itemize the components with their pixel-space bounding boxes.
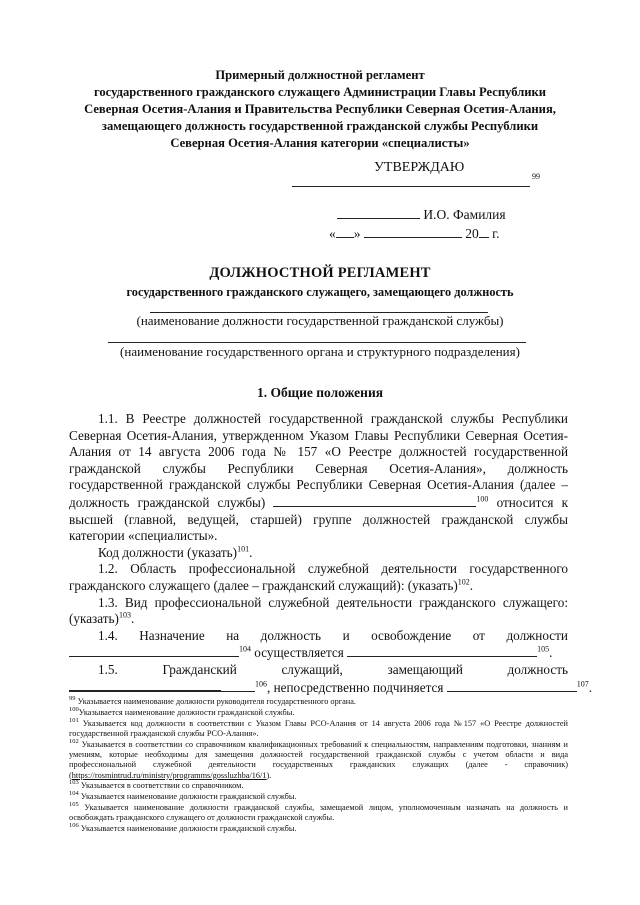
year-prefix: 20: [465, 226, 479, 241]
year-blank: [479, 226, 489, 238]
header-line: Северная Осетия-Алания категории «специалисты»: [170, 136, 470, 150]
authority-blank: [347, 644, 537, 657]
footnote-ref: 102: [457, 577, 470, 587]
footnote-text: Указывается наименование должности гражданской службы.: [78, 707, 295, 717]
footnote-ref: 104: [239, 644, 251, 654]
footnote-number: 102: [69, 737, 79, 745]
month-blank: [364, 226, 462, 238]
footnote: [69, 737, 568, 781]
approval-label: УТВЕРЖДАЮ: [374, 160, 465, 175]
organ-name-line: [108, 342, 526, 343]
footnote-text: Указывается наименование должности гражданской службы.: [80, 824, 297, 834]
footnote: [69, 781, 568, 791]
paragraph-text: 1.1. В Реестре должностей государственной гражданской службы Республики Северная Осетия-Алания, утвержденном Указом Главы Республики Северная Осетия-Алания от 14 августа 2006 года № 157 «О Реестре должностей государственной гражданской службы Республики Северная Осетия-Алания», должность государственной гражданской службы Республики Северная Осетия-Алания (далее – должность гражданской службы): [69, 411, 568, 510]
footnote-ref: 101: [237, 544, 250, 554]
year-suffix: г.: [492, 226, 500, 241]
section-body: [69, 411, 593, 696]
word: освобождение: [371, 627, 452, 643]
position-caption: (наименование должности государственной гражданской службы): [136, 313, 504, 328]
paragraph-1-2: 1.2. Область профессиональной служебной деятельности государственного гражданского служащего (далее – гражданский служащий): (указать)$^{102}$.: [69, 561, 568, 593]
footnote-ref: 107: [576, 679, 589, 689]
approval-footnote-ref: 99: [532, 172, 540, 181]
paragraph-text: 1.3. Вид профессиональной служебной деятельности гражданского служащего: (указать): [69, 594, 568, 627]
word: должности: [506, 627, 568, 643]
word: от: [472, 627, 485, 643]
footnote: [69, 824, 568, 834]
footnote-text: Указывается наименование должности гражданской службы, замещаемой лицом, уполномоченным назначать на должность и освобождать гражданского служащего от должности гражданской службы.: [69, 802, 568, 823]
word: должность: [507, 661, 568, 677]
word: Гражданский: [162, 661, 237, 677]
approver-title-line: [292, 186, 530, 187]
signature-blank: [337, 207, 420, 219]
footnote-ref: 106: [255, 679, 267, 689]
header-line: государственного гражданского служащего Администрации Главы Республики: [93, 85, 547, 99]
paragraph-text: , непосредственно подчиняется: [267, 679, 444, 695]
approver-name-row: [337, 207, 506, 223]
footnote-text: Указывается в соответствии со справочником квалификационных требований к специальностям, направлениям подготовки, знаниям и умениям, которые необходимы для замещения должностей государственной гражданской службы с учетом области и вида профессиональной служебной деятельности государственных гражданских служащих (далее - справочник) (: [69, 739, 568, 780]
paragraph-code: Код должности (указать)$^{101}$.: [98, 544, 253, 560]
footnotes: [69, 697, 568, 835]
paragraph-row: $^{106}$, непосредственно подчиняется $^{107}$.: [69, 679, 568, 697]
paragraph-text: Код должности (указать): [98, 544, 238, 560]
approver-name: И.О. Фамилия: [423, 207, 506, 222]
footnote-text-tail: ).: [266, 770, 272, 780]
paragraph-1-3: 1.3. Вид профессиональной служебной деятельности гражданского служащего: (указать)$^{103}$.: [69, 594, 568, 627]
word: Назначение: [139, 627, 205, 643]
paragraph-text: относится к высшей (главной, ведущей, старшей) группе должностей гражданской службы категории «специалисты».: [69, 494, 569, 544]
footnote-ref: 100: [476, 494, 489, 504]
supervisor-blank: [447, 679, 577, 692]
day-blank: [336, 226, 354, 238]
paragraph-row: [69, 628, 568, 645]
footnote-separator: [69, 690, 221, 691]
word: служащий,: [281, 661, 343, 677]
footnote-text: Указывается наименование должности руководителя государственного органа.: [77, 697, 357, 706]
position-blank: [69, 644, 239, 657]
footnote-number: 99: [69, 695, 76, 703]
footnote: [69, 792, 568, 802]
document-subtitle: государственного гражданского служащего, замещающего должность: [126, 285, 514, 299]
paragraph-1-1: [69, 411, 568, 545]
word: 1.5.: [98, 661, 118, 677]
header-line: Примерный должностной регламент: [215, 68, 425, 82]
document-title: ДОЛЖНОСТНОЙ РЕГЛАМЕНТ: [209, 265, 431, 281]
paragraph-row: [69, 662, 568, 679]
word: должность: [260, 627, 322, 643]
word: на: [226, 627, 240, 643]
header-line: замещающего должность государственной гражданской службы Республики: [101, 119, 539, 133]
footnote-text: Указывается код должности в соответствии с Указом Главы РСО-Алания от 14 августа 2006 года №157 «О Реестре должностей государственной гражданской службы РСО-Алания».: [69, 718, 568, 738]
word: 1.4.: [98, 627, 118, 643]
footnote: [69, 803, 568, 824]
paragraph-1-4: [69, 628, 568, 662]
regulation-header: [70, 67, 570, 152]
footnote-ref: 105: [537, 644, 550, 654]
approval-date-row: [329, 226, 500, 242]
word: и: [342, 627, 350, 643]
footnote-number: 103: [69, 779, 79, 787]
section-title: 1. Общие положения: [256, 385, 384, 400]
footnote-number: 104: [69, 790, 79, 798]
paragraph-text: осуществляется: [254, 645, 344, 661]
position-blank: [273, 494, 476, 507]
word: замещающий: [387, 661, 463, 677]
organ-caption: (наименование государственного органа и структурного подразделения): [120, 344, 520, 359]
footnote-ref: 103: [118, 610, 131, 620]
footnote-number: 101: [69, 716, 79, 724]
footnote-number: 105: [69, 801, 79, 809]
paragraph-row: $^{104}$ осуществляется $^{105}$.: [69, 644, 568, 662]
footnote-text: Указывается наименование должности гражданской службы.: [80, 792, 297, 802]
paragraph-text: 1.2. Область профессиональной служебной деятельности государственного гражданского служащего (далее – гражданский служащий): (указать): [69, 561, 568, 593]
header-line: Северная Осетия-Алания и Правительства Республики Северная Осетия-Алания,: [84, 102, 556, 116]
footnote-text: Указывается в соответствии со справочником.: [80, 781, 244, 791]
date-quote-open: «: [329, 226, 336, 241]
footnote-number: 100: [69, 706, 79, 714]
footnote-link[interactable]: https://rosmintrud.ru/ministry/programms/gossluzhba/16/1: [71, 770, 267, 780]
footnote: [69, 708, 568, 718]
date-quote-close: »: [353, 226, 361, 241]
footnote-number: 106: [69, 822, 79, 830]
footnote: [69, 697, 568, 707]
footnote: [69, 716, 568, 740]
